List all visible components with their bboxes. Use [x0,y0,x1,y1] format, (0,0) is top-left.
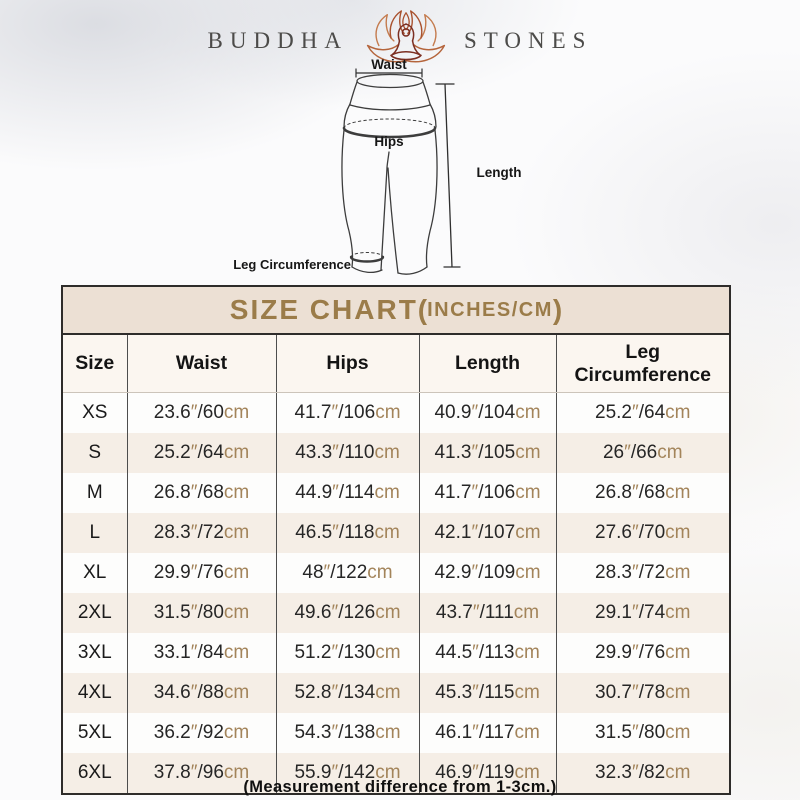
length-inches: 40.9 [434,402,472,423]
waist-inches: 28.3 [153,522,191,543]
length-cm: 115 [484,682,515,703]
hips-cm: 134 [343,682,376,703]
cm-label: cm [665,682,691,703]
slash: / [478,442,484,463]
length-inches: 42.1 [434,522,472,543]
waist-opening [357,75,423,88]
ankle-ellipse-front [351,257,383,262]
cm-label: cm [223,562,250,583]
size-table-row [63,473,729,513]
length-cell [419,433,556,473]
length-cell [419,713,556,753]
leg-cm: 80 [644,722,666,743]
inch-mark: ″ [331,402,339,423]
leg-inches: 28.3 [595,562,632,583]
cm-label: cm [657,442,683,463]
slash: / [478,562,484,583]
inch-mark: ″ [471,562,479,583]
cm-label: cm [223,442,250,463]
cm-label: cm [375,682,401,703]
length-cell [419,673,556,713]
leg-inches: 26.8 [595,482,632,503]
slash: / [638,522,645,543]
cm-label: cm [515,522,541,543]
leg-inches: 32.3 [595,762,632,783]
length-cm: 111 [484,602,514,623]
cm-label: cm [374,442,400,463]
hips-cell [276,433,419,473]
length-cm: 106 [483,482,516,503]
size-cell: 4XL [63,673,127,713]
waist-cm: 76 [202,562,224,583]
right-outer-leg [426,130,437,267]
col-header-waist: Waist [127,335,276,393]
inch-mark: ″ [331,762,339,783]
slash: / [338,762,344,783]
inch-mark: ″ [323,562,331,583]
size-cell: 2XL [63,593,127,633]
hips-cm: 114 [344,482,375,503]
leg-inches: 27.6 [595,522,632,543]
inch-mark: ″ [331,682,339,703]
leg-cm: 64 [644,402,666,423]
waist-cell [127,473,276,513]
inch-mark: ″ [331,722,339,743]
diagram-hips-label: Hips [374,134,404,149]
hips-inches: 55.9 [294,762,332,783]
length-cell [419,553,556,593]
inch-mark: ″ [190,562,198,583]
length-inches: 46.1 [435,722,473,743]
right-leg-hem [398,267,427,274]
hips-cm: 110 [344,442,375,463]
slash: / [338,482,345,503]
left-inner-leg [381,168,387,270]
size-cell: XL [63,553,127,593]
waist-cm: 80 [202,602,224,623]
waist-cell [127,593,276,633]
inch-mark: ″ [632,482,639,503]
hips-cell [276,393,419,434]
slash: / [197,482,203,503]
cm-label: cm [665,522,691,543]
cm-label: cm [223,482,250,503]
cm-label: cm [367,562,393,583]
inch-mark: ″ [331,602,339,623]
inch-mark: ″ [190,682,198,703]
size-cell: S [63,433,127,473]
length-inches: 46.9 [435,762,473,783]
size-table-row [63,673,729,713]
slash: / [479,602,485,623]
waistband-sides [350,82,430,104]
col-header-length: Length [419,335,556,393]
waist-cell [127,633,276,673]
size-table [63,335,729,793]
size-cell: L [63,513,127,553]
leg-cm: 82 [644,762,666,783]
hips-cm: 126 [343,602,376,623]
inch-mark: ″ [190,722,198,743]
length-measure-line [436,84,460,267]
hips-inches: 46.5 [295,522,333,543]
cm-label: cm [665,402,691,423]
cm-label: cm [223,722,250,743]
waist-inches: 37.8 [153,762,191,783]
hips-cell [276,553,419,593]
size-chart [61,285,731,795]
size-table-row [63,393,729,434]
length-cell [419,513,556,553]
slash: / [638,682,645,703]
inch-mark: ″ [190,762,198,783]
waist-inches: 31.5 [153,602,191,623]
inch-mark: ″ [472,722,479,743]
waistband-seam [350,105,430,110]
waist-cell [127,713,276,753]
waist-cell [127,513,276,553]
size-table-row [63,513,729,553]
length-inches: 41.3 [434,442,472,463]
waist-cm: 96 [202,762,224,783]
length-cm: 119 [484,762,515,783]
cm-label: cm [223,522,250,543]
waist-inches: 26.8 [153,482,191,503]
slash: / [478,722,485,743]
waist-cm: 84 [202,642,224,663]
slash: / [478,402,484,423]
inch-mark: ″ [632,722,639,743]
length-inches: 45.3 [435,682,473,703]
slash: / [197,522,203,543]
hips-inches: 52.8 [294,682,332,703]
title-paren-open: ( [417,294,428,325]
inch-mark: ″ [190,482,198,503]
hips-cm: 142 [343,762,376,783]
hips-inches: 48 [302,562,324,583]
inch-mark: ″ [471,442,479,463]
length-inches: 44.5 [435,642,473,663]
waist-cm: 88 [202,682,224,703]
cm-label: cm [514,762,540,783]
hips-inches: 43.3 [295,442,333,463]
waist-cm: 72 [202,522,224,543]
title-paren-close: ) [552,294,563,325]
inch-mark: ″ [632,522,639,543]
cm-label: cm [515,402,541,423]
inch-mark: ″ [471,522,479,543]
length-cm: 117 [484,722,515,743]
length-inches: 42.9 [434,562,472,583]
leg-inches: 29.1 [595,602,632,623]
cm-label: cm [375,642,401,663]
hips-cm: 130 [343,642,376,663]
size-cell: XS [63,393,127,434]
size-cell: M [63,473,127,513]
length-inches: 41.7 [434,482,472,503]
cm-label: cm [665,602,691,623]
hips-inches: 51.2 [294,642,332,663]
leg-cm: 66 [636,442,658,463]
hips-inches: 54.3 [294,722,332,743]
hips-cell [276,713,419,753]
col-header-size: Size [63,335,127,393]
cm-label: cm [374,482,400,503]
brand-left-text: BUDDHA [207,28,348,53]
leg-cm: 76 [644,642,666,663]
waist-cell [127,433,276,473]
size-table-header-row [63,335,729,393]
slash: / [338,402,344,423]
cm-label: cm [223,762,250,783]
leg-inches: 25.2 [595,402,632,423]
slash: / [338,682,344,703]
slash: / [338,522,345,543]
slash: / [638,562,645,583]
ankle-ellipse-back [351,253,383,258]
leg-inches: 30.7 [595,682,632,703]
slash: / [197,762,203,783]
leg-inches: 31.5 [595,722,632,743]
hips-ellipse-back [344,119,435,128]
inch-mark: ″ [472,602,480,623]
col-header-hips: Hips [276,335,419,393]
inch-mark: ″ [632,562,639,583]
cm-label: cm [665,642,691,663]
leg-circumference-cell [556,633,729,673]
slash: / [638,722,645,743]
length-cm: 109 [483,562,516,583]
inch-mark: ″ [471,402,479,423]
hips-cm: 118 [344,522,375,543]
cm-label: cm [375,722,401,743]
length-inches: 43.7 [435,602,473,623]
inch-mark: ″ [190,642,198,663]
inch-mark: ″ [472,682,479,703]
slash: / [197,602,203,623]
slash: / [478,642,485,663]
slash: / [478,482,484,503]
waist-cm: 60 [202,402,224,423]
cm-label: cm [665,762,691,783]
left-outer-leg [342,130,353,267]
inch-mark: ″ [190,402,198,423]
diagram-length-label: Length [476,165,522,180]
hips-cm: 106 [343,402,376,423]
diagram-waist-label: Waist [371,57,407,72]
waist-cell [127,673,276,713]
size-chart-title-main: SIZE CHART [229,294,418,325]
leg-inches: 29.9 [595,642,632,663]
leg-circumference-cell [556,433,729,473]
col-header-leg-circumference: Leg Circumference [556,335,729,393]
slash: / [197,442,203,463]
slash: / [197,642,203,663]
slash: / [638,602,645,623]
slash: / [638,402,645,423]
size-table-body [63,393,729,794]
inch-mark: ″ [624,442,631,463]
length-cell [419,633,556,673]
waist-cm: 92 [202,722,224,743]
leg-cm: 74 [644,602,666,623]
right-inner-leg [388,168,398,273]
cm-label: cm [665,722,691,743]
hips-inches: 41.7 [294,402,332,423]
hips-cell [276,473,419,513]
cm-label: cm [514,642,540,663]
leg-cm: 72 [644,562,666,583]
cm-label: cm [514,722,540,743]
length-cell [419,473,556,513]
cm-label: cm [375,762,401,783]
left-leg-hem [352,267,382,272]
cm-label: cm [223,682,250,703]
size-table-row [63,593,729,633]
leg-circumference-cell [556,553,729,593]
leg-inches: 26 [602,442,625,463]
cm-label: cm [375,602,401,623]
waist-cm: 64 [202,442,224,463]
inch-mark: ″ [332,442,339,463]
inch-mark: ″ [632,602,639,623]
size-table-row [63,553,729,593]
inch-mark: ″ [472,642,479,663]
inch-mark: ″ [632,642,639,663]
waist-cell [127,393,276,434]
waist-inches: 29.9 [153,562,191,583]
slash: / [478,682,485,703]
diagram-leg-circumference-label: Leg Circumference [233,257,351,272]
leg-circumference-cell [556,393,729,434]
length-cell [419,393,556,434]
inch-mark: ″ [331,642,339,663]
slash: / [338,602,344,623]
waist-inches: 34.6 [153,682,191,703]
crotch-seam [387,152,389,168]
brand-right-text: STONES [463,28,593,53]
leg-circumference-cell [556,473,729,513]
cm-label: cm [223,602,250,623]
hips-cell [276,593,419,633]
size-cell: 5XL [63,713,127,753]
inch-mark: ″ [332,522,339,543]
size-cell: 6XL [63,753,127,793]
inch-mark: ″ [190,522,198,543]
slash: / [638,762,645,783]
hips-cm: 122 [335,562,368,583]
waist-cm: 68 [202,482,224,503]
pants-measurement-diagram [230,56,540,288]
slash: / [330,562,336,583]
slash: / [638,482,645,503]
cm-label: cm [514,682,540,703]
slash: / [338,642,344,663]
hips-cell [276,633,419,673]
inch-mark: ″ [332,482,339,503]
inch-mark: ″ [190,442,198,463]
hips-inches: 44.9 [295,482,333,503]
slash: / [478,522,484,543]
length-cm: 105 [483,442,516,463]
size-table-row [63,633,729,673]
leg-circumference-cell [556,713,729,753]
waist-cell [127,553,276,593]
length-cell [419,593,556,633]
waist-inches: 23.6 [153,402,191,423]
leg-cm: 68 [644,482,666,503]
hips-cell [276,513,419,553]
waist-inches: 33.1 [153,642,191,663]
size-table-row [63,713,729,753]
slash: / [197,682,203,703]
cm-label: cm [223,642,250,663]
slash: / [197,402,203,423]
inch-mark: ″ [632,402,639,423]
cm-label: cm [515,442,541,463]
leg-circumference-cell [556,593,729,633]
slash: / [630,442,637,463]
slash: / [338,722,344,743]
size-chart-title [63,287,729,335]
cm-label: cm [375,402,401,423]
inch-mark: ″ [472,762,479,783]
length-cm: 104 [483,402,516,423]
hips-cell [276,673,419,713]
cm-label: cm [515,482,541,503]
hips-inches: 49.6 [294,602,332,623]
cm-label: cm [223,402,250,423]
slash: / [478,762,485,783]
slash: / [338,442,345,463]
inch-mark: ″ [190,602,198,623]
slash: / [197,562,203,583]
waist-inches: 36.2 [153,722,191,743]
cm-label: cm [513,602,540,623]
waist-inches: 25.2 [153,442,191,463]
slash: / [638,642,645,663]
size-cell: 3XL [63,633,127,673]
leg-cm: 70 [644,522,666,543]
measurement-note: (Measurement difference from 1-3cm.) [243,778,557,796]
leg-circumference-cell [556,673,729,713]
leg-cm: 78 [644,682,666,703]
length-cm: 107 [483,522,516,543]
cm-label: cm [665,482,691,503]
inch-mark: ″ [471,482,479,503]
length-cm: 113 [484,642,515,663]
inch-mark: ″ [632,682,639,703]
cm-label: cm [374,522,400,543]
cm-label: cm [665,562,691,583]
slash: / [197,722,203,743]
cm-label: cm [515,562,541,583]
size-chart-title-units: INCHES/CM [427,298,553,321]
size-table-row [63,433,729,473]
leg-circumference-cell [556,513,729,553]
hips-cm: 138 [343,722,376,743]
inch-mark: ″ [632,762,639,783]
